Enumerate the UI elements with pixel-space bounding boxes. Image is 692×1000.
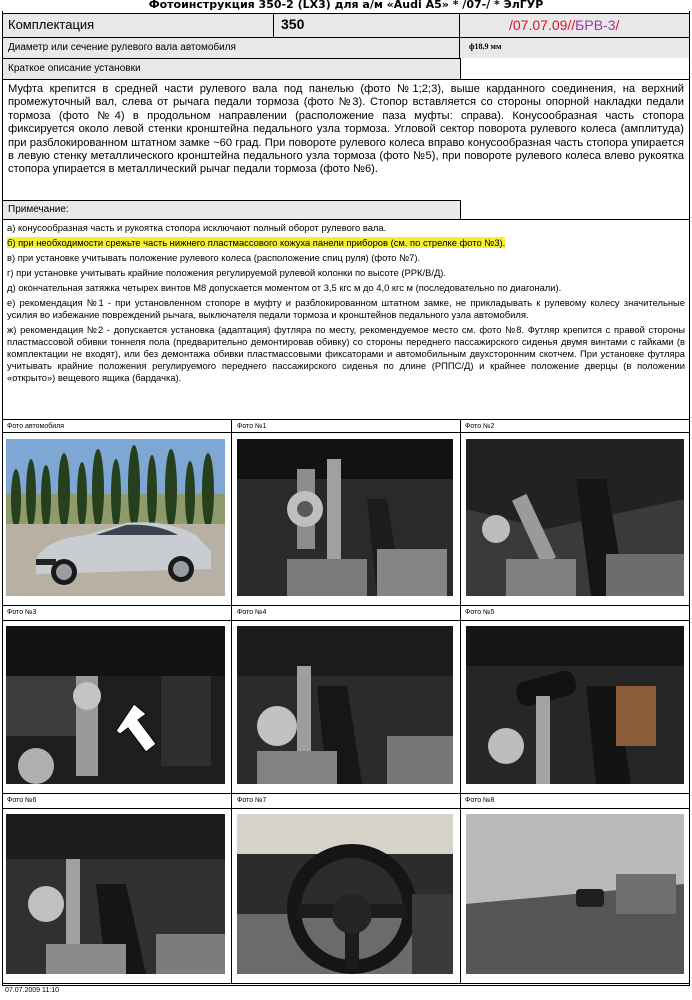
- photo-2-image: [466, 439, 684, 596]
- variant-end: /: [615, 17, 620, 33]
- komplektacia-date: /07.07.09/: [509, 17, 572, 33]
- photos-caption-divider-3: [3, 808, 689, 809]
- photo-4-image: [237, 626, 453, 784]
- photo-5-caption: Фото №5: [465, 609, 495, 616]
- photo-2-caption: Фото №2: [465, 423, 495, 430]
- photos-col-divider-2: [460, 419, 461, 983]
- photo-8-image: [466, 814, 684, 974]
- photos-row-divider-1: [3, 605, 689, 606]
- photo-5-image: [466, 626, 684, 784]
- photo-car-image: [6, 439, 225, 596]
- note-e: д) окончательная затяжка четырех винтов М8 допускается моментом от 3,5 кгс м до 4,0 кгс м (последовательно по диагонали).: [7, 282, 562, 293]
- note-a: а) конусообразная часть и рукоятка стопора исключают полный оборот рулевого вала.: [7, 222, 387, 233]
- brief-label: Краткое описание установки: [8, 63, 141, 74]
- note-c: в) при установке учитывать положение рулевого колеса (расположение спиц руля) (фото №7).: [7, 252, 421, 263]
- brief-divider: [3, 79, 689, 80]
- shaft-row: [3, 37, 689, 58]
- photo-6-image: [6, 814, 225, 974]
- photos-col-divider-1: [231, 419, 232, 983]
- komplektacia-code: 350: [281, 16, 305, 32]
- photo-6-caption: Фото №6: [7, 797, 37, 804]
- note-b: [7, 237, 685, 249]
- note-d: г) при установке учитывать крайние положения регулируемой рулевой колонки по высоте (РРК/В/Д).: [7, 267, 447, 278]
- photos-top-divider: [3, 419, 689, 420]
- photos-caption-divider-2: [3, 620, 689, 621]
- document-title: Фотоинструкция 350-2 (LX3) для а/м «Audi A5» * /07-/ * ЭлГУР: [148, 0, 544, 11]
- komplektacia-label: Комплектация: [8, 17, 95, 32]
- photos-bottom-divider: [3, 983, 689, 984]
- shaft-diameter-value: ф18,9 мм: [469, 42, 502, 51]
- brief-label-row: [3, 58, 461, 79]
- photos-caption-divider-1: [3, 432, 689, 433]
- photo-4-caption: Фото №4: [237, 609, 267, 616]
- footer-timestamp: 07.07.2009 11:10: [5, 987, 59, 994]
- komplektacia-variant: БРВ-3: [575, 17, 616, 33]
- photo-3-caption: Фото №3: [7, 609, 37, 616]
- photo-3-image: [6, 626, 225, 784]
- komplektacia-row: [3, 13, 689, 37]
- installation-description: Муфта крепится в средней части рулевого вала под панелью (фото №1;2;3), выше карданного соединения, на верхний промежуточный вал, слева от рычага педали тормоза (фото №3). Стопор вставляется со стороны опорной накладки педали тормоза (фото №4) в продольном направлении (расположение паза муфты: справа). Конусообразная часть стопора фиксируется около левой стенки кронштейна педального узла тормоза. Угловой сектор поворота рулевого колеса (амплитуда) при разблокированном штатном замке ~60 град. При повороте рулевого колеса вправо конусообразная часть стопора упирается в левую стенку металлического кронштейна педального узла тормоза (фото №5), при повороте рулевого колеса влево рукоятка стопора упирается в металлический рычаг педали тормоза (фото №6).: [8, 83, 684, 176]
- photos-row-divider-2: [3, 793, 689, 794]
- photo-7-image: [237, 814, 453, 974]
- note-g: ж) рекомендация №2 - допускается установка (адаптация) футляра по месту, рекомендуемое место см. фото №8. Футляр крепится с правой стороны пластмассовой обивки тоннеля пола (предварительно демонтировав обивку) со стороны переднего пассажирского сиденья двумя винтами с гайками (в комплектации не входят), или без демонтажа обивки пластмассовыми фиксаторами и автомобильным двухсторонним скотчем. При установке футляра учитывать крайние положения регулируемого переднего пассажирского сиденья по длине (РППС/Д) и крайнее положение дверцы (в положении «открыто») вещевого ящика (бардачка).: [7, 324, 685, 383]
- shaft-label: Диаметр или сечение рулевого вала автомобиля: [8, 42, 236, 53]
- photo-car-caption: Фото автомобиля: [7, 423, 65, 430]
- notes-list: [7, 222, 685, 387]
- notes-label: Примечание:: [8, 204, 69, 215]
- photo-8-caption: Фото №8: [465, 797, 495, 804]
- photo-7-caption: Фото №7: [237, 797, 267, 804]
- note-f: е) рекомендация №1 - при установленном стопоре в муфту и разблокированном штатном замке, не прикладывать к рулевому колесу значительные усилия во избежание повреждений рычага, выключателя педали тормоза и кронштейнов педального узла автомобиля.: [7, 297, 685, 320]
- notes-label-row: [3, 200, 461, 219]
- notes-divider: [3, 219, 689, 220]
- note-b-highlighted: б) при необходимости срежьте часть нижнего пластмассового кожуха панели приборов (см. по стрелке фото №3).: [7, 237, 506, 248]
- photo-1-image: [237, 439, 453, 596]
- variant-separator: /: [571, 17, 576, 33]
- photo-1-caption: Фото №1: [237, 423, 267, 430]
- komplektacia-date-variant: [509, 17, 619, 33]
